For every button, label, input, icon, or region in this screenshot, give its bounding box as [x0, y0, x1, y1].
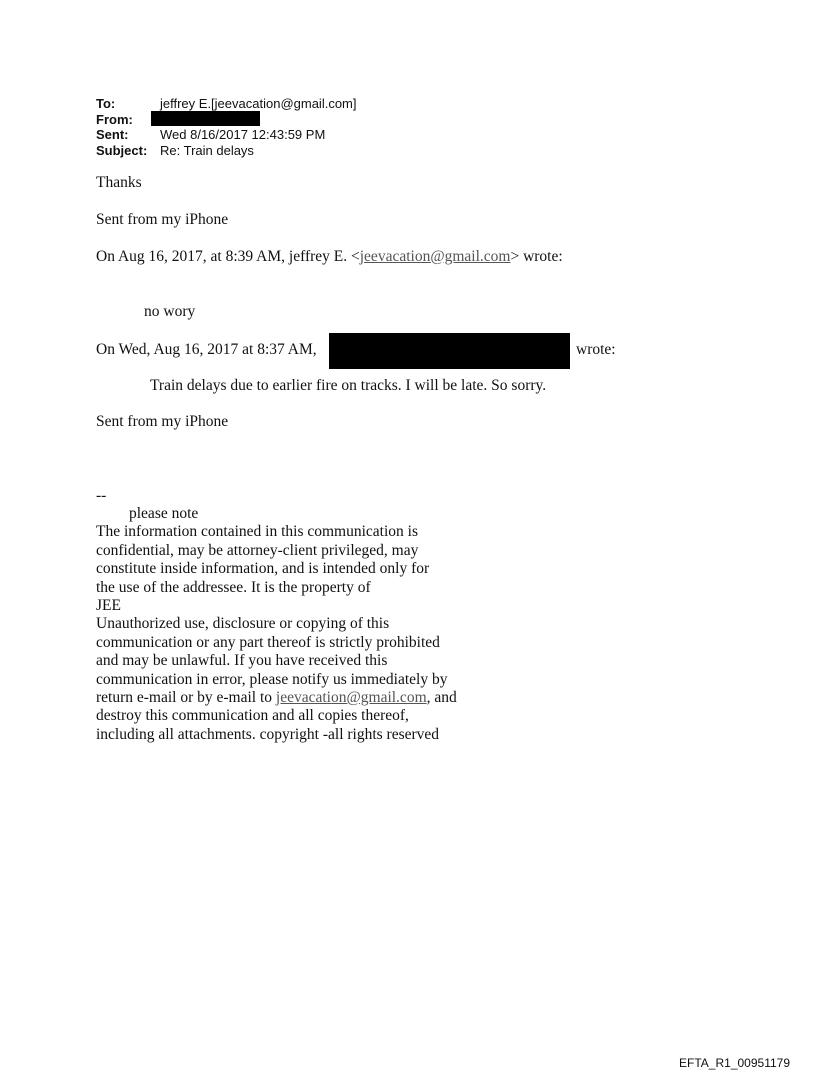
quote-header-1	[96, 248, 563, 266]
notice-line: The information contained in this communication is	[96, 523, 418, 541]
notice-line: and may be unlawful. If you have received this	[96, 652, 388, 670]
notice-line: including all attachments. copyright -all rights reserved	[96, 725, 440, 743]
to-label: To:	[96, 96, 116, 111]
sent-from-iphone-text: Sent from my iPhone	[96, 211, 229, 228]
notice-line: Unauthorized use, disclosure or copying of this	[96, 615, 390, 633]
notice-line: JEE	[96, 597, 121, 615]
email-link[interactable]: jeevacation@gmail.com	[359, 248, 511, 265]
confidentiality-notice	[96, 505, 457, 744]
quote-header-2-suffix: wrote:	[576, 341, 616, 358]
from-label: From:	[96, 112, 133, 127]
notice-line: the use of the addressee. It is the property of	[96, 578, 371, 596]
subject-value: Re: Train delays	[160, 143, 254, 158]
sent-label: Sent:	[96, 127, 129, 142]
notice-line-prefix: return e-mail or by e-mail to	[96, 689, 276, 707]
document-id: EFTA_R1_00951179	[679, 1056, 790, 1070]
subject-label: Subject:	[96, 143, 148, 158]
original-message-text: Train delays due to earlier fire on tracks. I will be late. So sorry.	[150, 377, 547, 394]
redaction-box	[329, 333, 570, 369]
thanks-text: Thanks	[96, 174, 142, 191]
quote-header-2-prefix: On Wed, Aug 16, 2017 at 8:37 AM,	[96, 341, 317, 358]
notice-line-with-email	[96, 689, 457, 707]
notice-line: constitute inside information, and is intended only for	[96, 560, 430, 578]
notice-line: destroy this communication and all copies thereof,	[96, 707, 409, 725]
header-sent-row	[96, 127, 325, 143]
notice-line-suffix: , and	[426, 689, 457, 707]
notice-line: communication in error, please notify us immediately by	[96, 670, 448, 688]
quote-header-1-prefix: On Aug 16, 2017, at 8:39 AM, jeffrey E. <	[96, 248, 360, 265]
quote-header-1-suffix: > wrote:	[510, 248, 563, 265]
header-to-row	[96, 96, 357, 112]
to-value: jeffrey E.[jeevacation@gmail.com]	[160, 96, 357, 111]
notice-line: communication or any part thereof is strictly prohibited	[96, 633, 440, 651]
reply-text: no wory	[144, 303, 196, 320]
email-link[interactable]: jeevacation@gmail.com	[275, 689, 427, 707]
signature-separator: --	[96, 487, 107, 504]
notice-line: confidential, may be attorney-client privileged, may	[96, 541, 419, 559]
header-subject-row	[96, 143, 254, 159]
please-note-text: please note	[129, 505, 199, 522]
redaction-box	[151, 111, 260, 126]
sent-value: Wed 8/16/2017 12:43:59 PM	[160, 127, 326, 142]
sent-from-iphone-text: Sent from my iPhone	[96, 413, 229, 430]
